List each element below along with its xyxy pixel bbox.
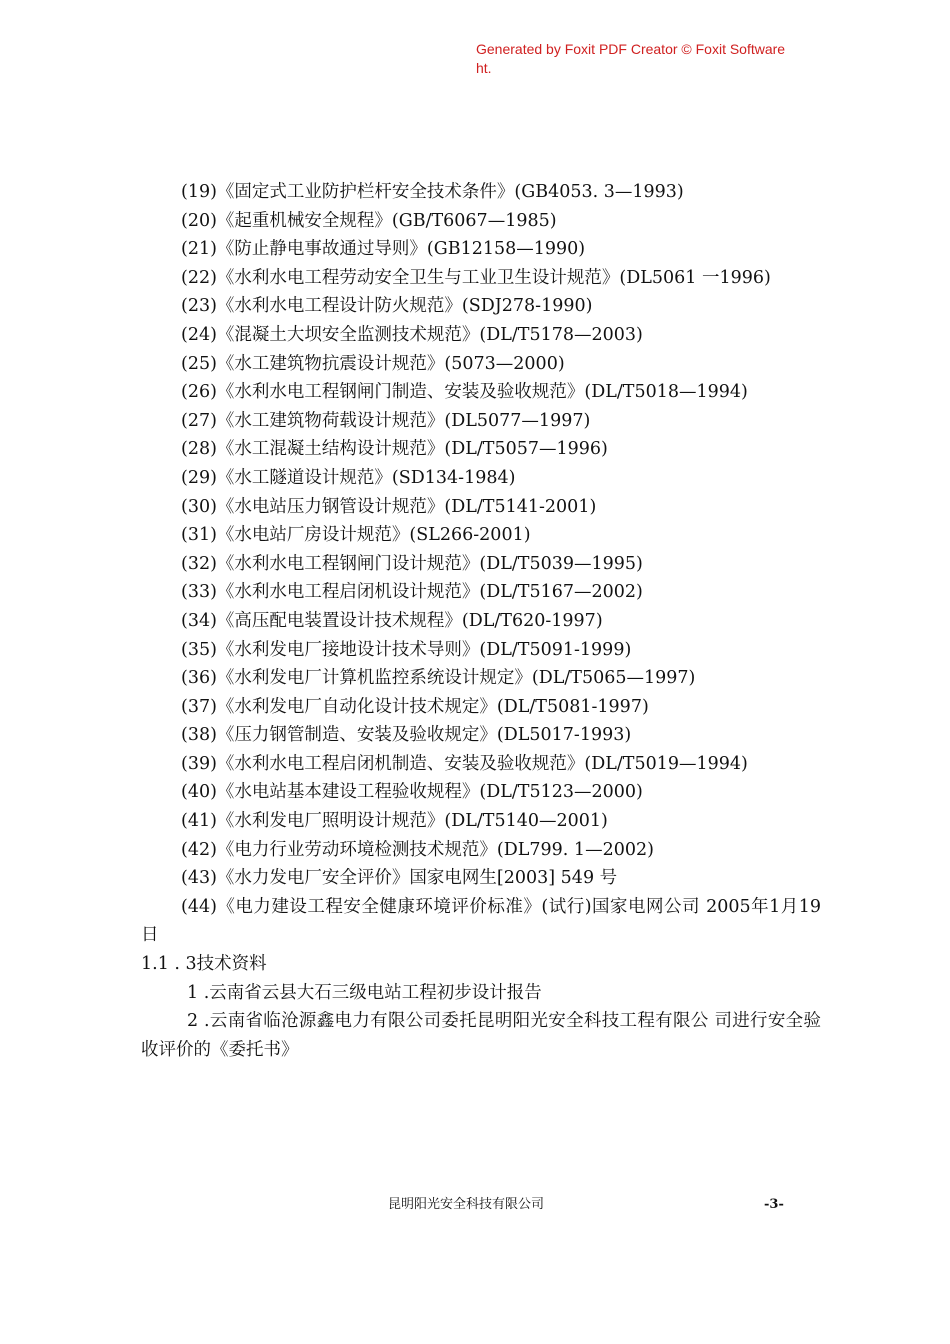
reference-item: (29)《水工隧道设计规范》(SD134-1984) bbox=[181, 467, 516, 488]
reference-item: (41)《水利发电厂照明设计规范》(DL/T5140—2001) bbox=[181, 811, 608, 832]
footer-page-number: -3- bbox=[764, 1197, 784, 1212]
reference-item: (26)《水利水电工程钢闸门制造、安装及验收规范》(DL/T5018—1994) bbox=[181, 382, 748, 403]
reference-item: (32)《水利水电工程钢闸门设计规范》(DL/T5039—1995) bbox=[181, 553, 643, 574]
reference-item: (28)《水工混凝土结构设计规范》(DL/T5057—1996) bbox=[181, 439, 608, 460]
document-body bbox=[141, 178, 821, 1064]
tech-doc-item-wrapped: 2 .云南省临沧源鑫电力有限公司委托昆明阳光安全科技工程有限公 司进行安全验收评价的《委托书》 bbox=[141, 1011, 821, 1060]
footer-company: 昆明阳光安全科技有限公司 bbox=[388, 1197, 545, 1212]
section-heading: 1.1 . 3技术资料 bbox=[141, 954, 267, 975]
reference-item: (37)《水利发电厂自动化设计技术规定》(DL/T5081-1997) bbox=[181, 696, 649, 717]
pdf-creator-watermark bbox=[476, 40, 896, 78]
reference-item: (31)《水电站厂房设计规范》(SL266-2001) bbox=[181, 525, 531, 546]
reference-item: (36)《水利发电厂计算机监控系统设计规定》(DL/T5065—1997) bbox=[181, 668, 696, 689]
reference-item-wrapped: (22)《水利水电工程劳动安全卫生与工业卫生设计规范》(DL5061 一1996) bbox=[181, 267, 771, 288]
tech-doc-item: 1 .云南省云县大石三级电站工程初步设计报告 bbox=[187, 982, 542, 1003]
reference-item: (39)《水利水电工程启闭机制造、安装及验收规范》(DL/T5019—1994) bbox=[181, 753, 748, 774]
reference-item-wrapped: (44)《电力建设工程安全健康环境评价标准》(试行)国家电网公司 2005年1月19日 bbox=[141, 896, 821, 946]
reference-item: (35)《水利发电厂接地设计技术导则》(DL/T5091-1999) bbox=[181, 639, 632, 660]
reference-item: (21)《防止静电事故通过导则》(GB12158—1990) bbox=[181, 239, 586, 260]
reference-item: (20)《起重机械安全规程》(GB/T6067—1985) bbox=[181, 210, 557, 231]
reference-item: (43)《水力发电厂安全评价》国家电网生[2003] 549 号 bbox=[181, 868, 618, 889]
reference-item: (40)《水电站基本建设工程验收规程》(DL/T5123—2000) bbox=[181, 782, 643, 803]
reference-item: (30)《水电站压力钢管设计规范》(DL/T5141-2001) bbox=[181, 496, 597, 517]
reference-item: (38)《压力钢管制造、安装及验收规定》(DL5017-1993) bbox=[181, 725, 632, 746]
reference-item: (42)《电力行业劳动环境检测技术规范》(DL799. 1—2002) bbox=[181, 839, 654, 860]
reference-item: (33)《水利水电工程启闭机设计规范》(DL/T5167—2002) bbox=[181, 582, 643, 603]
reference-item: (19)《固定式工业防护栏杆安全技术条件》(GB4053. 3—1993) bbox=[181, 182, 684, 202]
reference-item: (25)《水工建筑物抗震设计规范》(5073—2000) bbox=[181, 353, 565, 374]
watermark-line-1: Generated by Foxit PDF Creator © Foxit Software bbox=[476, 41, 786, 57]
reference-item: (34)《高压配电装置设计技术规程》(DL/T620-1997) bbox=[181, 610, 603, 631]
watermark-line-2: ht. bbox=[476, 60, 492, 76]
reference-item: (23)《水利水电工程设计防火规范》(SDJ278-1990) bbox=[181, 296, 593, 317]
reference-item: (27)《水工建筑物荷载设计规范》(DL5077—1997) bbox=[181, 410, 591, 431]
reference-item: (24)《混凝土大坝安全监测技术规范》(DL/T5178—2003) bbox=[181, 324, 643, 345]
